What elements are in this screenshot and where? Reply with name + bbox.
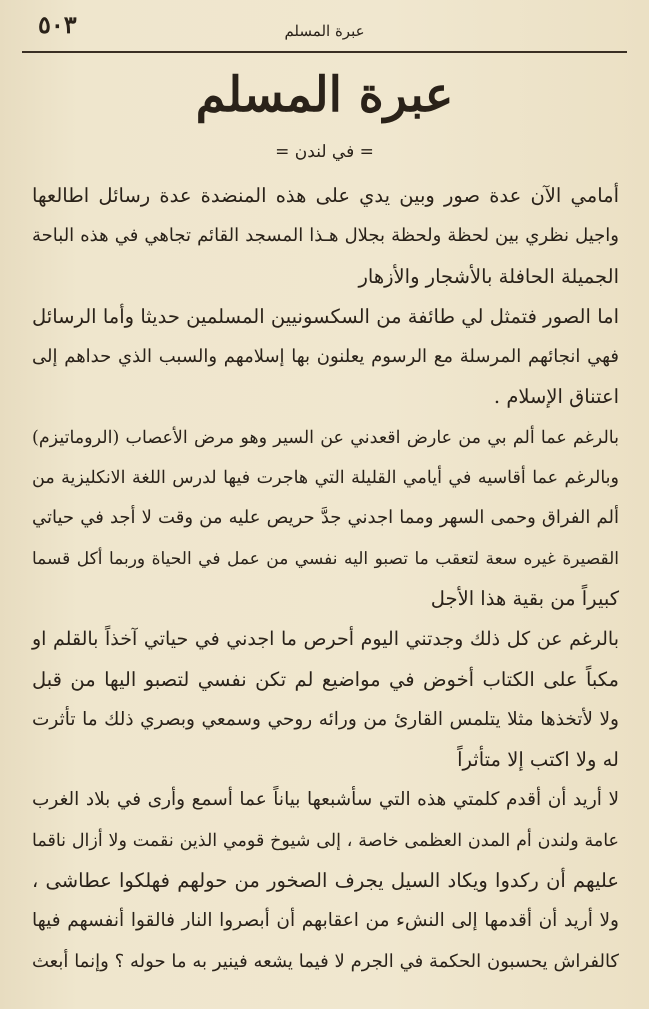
text-line: بالرغم عن كل ذلك وجدتني اليوم أحرص ما اجدني في حياتي آخذاً بالقلم او — [32, 628, 619, 651]
text-line: الجميلة الحافلة بالأشجار والأزهار — [358, 264, 619, 288]
text-line: اعتناق الإسلام . — [493, 385, 619, 409]
text-line: مكباً على الكتاب أخوض في مواضيع لم تكن نفسي لتصبو اليها من قبل — [32, 667, 619, 691]
text-line: اما الصور فتمثل لي طائفة من السكسونيين المسلمين حديثا وأما الرسائل — [32, 304, 619, 328]
text-line: عامة ولندن أم المدن العظمى خاصة ، إلى شيوخ قومي الذين نقمت ولا أزال ناقما — [32, 830, 619, 851]
header-rule — [22, 51, 627, 53]
text-line: فهي انجائهم المرسلة مع الرسوم يعلنون بها إسلامهم والسبب الذي حداهم إلى — [32, 346, 619, 368]
running-head: عبرة المسلم — [284, 22, 365, 40]
text-line: لا أريد أن أقدم كلمتي هذه التي سأشبعها بياناً عما أسمع وأرى في بلاد الغرب — [32, 789, 619, 811]
text-line: عليهم أن ركدوا ويكاد السيل يجرف الصخور من حولهم فهلكوا عطاشى ، — [32, 869, 619, 893]
text-line: ألم الفراق وحمى السهر ومما اجدني جدَّ حريص عليه من وقت لا أجد في حياتي — [32, 507, 619, 529]
text-line: واجيل نظري بين لحظة ولحظة بجلال هـذا المسجد القائم تجاهي في هذه الباحة — [32, 225, 619, 247]
text-line: بالرغم عما ألم بي من عارض اقعدني عن السير وهو مرض الأعصاب (الروماتيزم) — [32, 427, 619, 448]
paragraph — [32, 297, 619, 418]
article-body — [32, 176, 619, 982]
text-line: كالفراش يحسبون الحكمة في الجرم لا فيما يشعه فينير به ما حوله ؟ وإنما أبعث — [32, 950, 619, 972]
page-number: ٥٠٣ — [38, 10, 77, 39]
paragraph — [32, 780, 619, 981]
paragraph — [32, 418, 619, 619]
text-line: كبيراً من بقية هذا الأجل — [430, 586, 619, 610]
paragraph — [32, 176, 619, 297]
text-line: وبالرغم عما أقاسيه في أيامي القليلة التي هاجرت فيها لدرس اللغة الانكليزية من — [32, 468, 619, 489]
paragraph — [32, 619, 619, 780]
text-line: أمامي الآن عدة صور وبين يدي على هذه المنضدة عدة رسائل اطالعها — [32, 184, 619, 207]
text-line: القصيرة غيره سعة لتعقب ما تصبو اليه نفسي من عمل في الحياة وربما أكل قسما — [32, 548, 619, 569]
article-title: عبرة المسلم — [195, 67, 454, 123]
text-line: ولا لأتخذها مثلا يتلمس القارئ من ورائه روحي وسمعي وبصري ذلك ما تأثرت — [32, 708, 619, 730]
article-subtitle: = في لندن = — [275, 142, 374, 162]
page-header — [22, 8, 627, 48]
text-line: ولا أريد أن أقدمها إلى النشء من اعقابهم أن أبصروا النار فالقوا أنفسهم فيها — [32, 910, 619, 932]
text-line: له ولا اكتب إلا متأثراً — [457, 748, 619, 772]
